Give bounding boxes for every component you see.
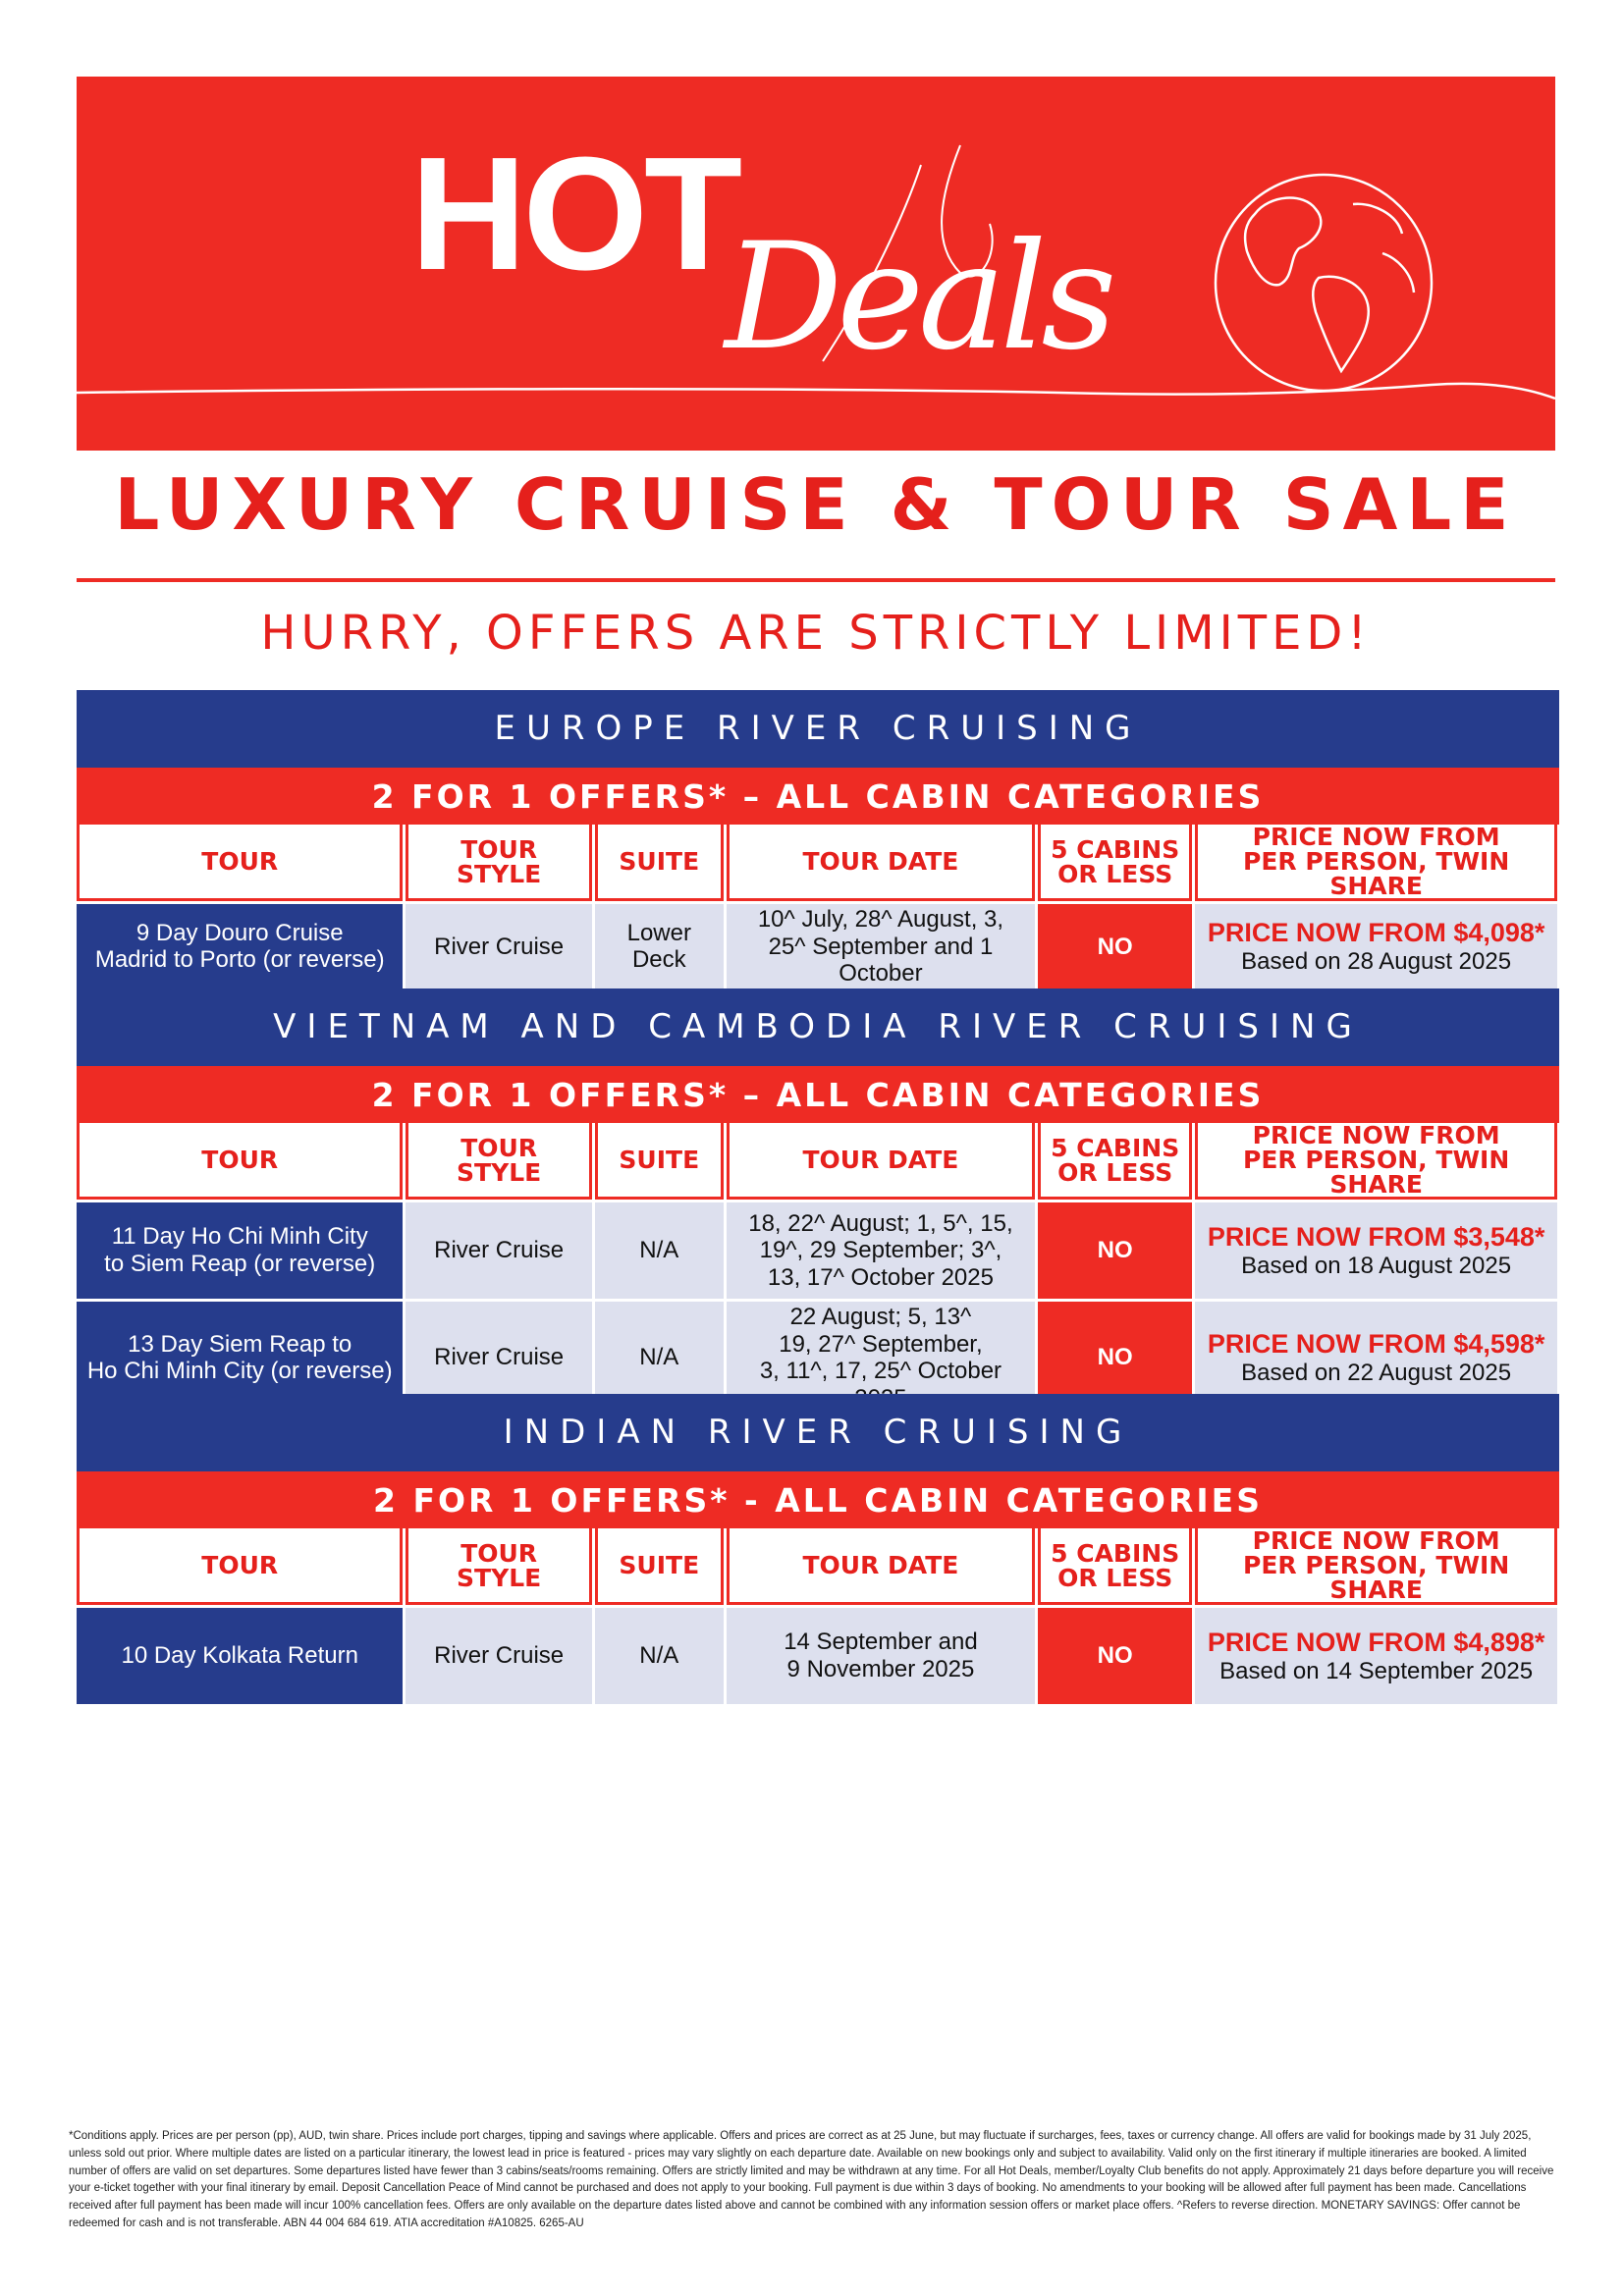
page-title: LUXURY CRUISE & TOUR SALE xyxy=(114,463,1518,546)
table-row xyxy=(77,1608,1557,1704)
page-subtitle: HURRY, OFFERS ARE STRICTLY LIMITED! xyxy=(260,606,1372,661)
offer-heading: 2 FOR 1 OFFERS* – ALL CABIN CATEGORIES xyxy=(77,1066,1559,1123)
column-header-cabins: 5 CABINS OR LESS xyxy=(1038,825,1192,901)
column-header-price: PRICE NOW FROM PER PERSON, TWIN SHARE xyxy=(1195,825,1557,901)
hot-deals-banner xyxy=(77,77,1555,451)
globe-line-icon xyxy=(77,77,1555,451)
suite-cell: Lower Deck xyxy=(595,904,724,989)
tour-date-cell: 18, 22^ August; 1, 5^, 15, 19^, 29 September; 3^, 13, 17^ October 2025 xyxy=(727,1202,1035,1299)
deals-table xyxy=(74,1120,1560,1416)
suite-cell: N/A xyxy=(595,1302,724,1414)
deals-table xyxy=(74,822,1560,992)
column-header-price: PRICE NOW FROM PER PERSON, TWIN SHARE xyxy=(1195,1528,1557,1605)
column-header-tour-date: TOUR DATE xyxy=(727,1528,1035,1605)
price-cell: PRICE NOW FROM $4,098* Based on 28 August 2025 xyxy=(1195,904,1557,989)
column-header-tour: TOUR xyxy=(77,1528,403,1605)
table-header-row xyxy=(77,1123,1557,1200)
section-indian xyxy=(77,1394,1559,1707)
tour-date-cell: 14 September and 9 November 2025 xyxy=(727,1608,1035,1704)
column-header-cabins: 5 CABINS OR LESS xyxy=(1038,1528,1192,1605)
cabins-cell: NO xyxy=(1038,904,1192,989)
table-row xyxy=(77,1202,1557,1299)
deals-table xyxy=(74,1525,1560,1707)
column-header-price: PRICE NOW FROM PER PERSON, TWIN SHARE xyxy=(1195,1123,1557,1200)
cabins-cell: NO xyxy=(1038,1302,1192,1414)
tour-date-cell: 10^ July, 28^ August, 3, 25^ September and 1 October xyxy=(727,904,1035,989)
tour-style-cell: River Cruise xyxy=(406,904,591,989)
column-header-tour-style: TOUR STYLE xyxy=(406,1528,591,1605)
tour-style-cell: River Cruise xyxy=(406,1202,591,1299)
section-europe xyxy=(77,690,1559,992)
cabins-cell: NO xyxy=(1038,1202,1192,1299)
tour-cell: 10 Day Kolkata Return xyxy=(77,1608,403,1704)
price-cell: PRICE NOW FROM $4,598* Based on 22 August 2025 xyxy=(1195,1302,1557,1414)
section-heading: INDIAN RIVER CRUISING xyxy=(77,1394,1559,1471)
offer-heading: 2 FOR 1 OFFERS* - ALL CABIN CATEGORIES xyxy=(77,1471,1559,1528)
column-header-suite: SUITE xyxy=(595,825,724,901)
offer-heading: 2 FOR 1 OFFERS* – ALL CABIN CATEGORIES xyxy=(77,768,1559,825)
terms-and-conditions: *Conditions apply. Prices are per person (pp), AUD, twin share. Prices include port charges, tipping and savings where applicable. Offers and prices are correct as at 25 June, but may fluctuate if surcharges, fees, taxes or currency change. All offers are valid for bookings made by 31 July 2025, unless sold out prior. Where multiple dates are listed on a particular itinerary, the lowest lead in price is featured - prices may vary slightly on each departure date. Available on new bookings only and subject to availability. Valid only on the first itinerary if multiple itineraries are booked. A limited number of offers are valid on set departures. Some departures listed have fewer than 3 cabins/seats/rooms remaining. Offers are strictly limited and may be withdrawn at any time. For all Hot Deals, member/Loyalty Club benefits do not apply. Approximately 21 days before departure you will receive your e-ticket together with your final itinerary by email. Deposit Cancellation Peace of Mind cannot be purchased and does not apply to your booking. Full payment is due within 3 days of booking. No amendments to your booking will be allowed after full payment has been made. Cancellations received after full payment has been made will incur 100% cancellation fees. Offers are only available on the departure dates listed above and cannot be combined with any information session offers or market place offers. ^Refers to reverse direction. MONETARY SAVINGS: Offer cannot be redeemed for cash and is not transferable. ABN 44 004 684 619. ATIA accreditation #A10825. 6265-AU xyxy=(69,2130,1554,2230)
divider xyxy=(77,578,1555,582)
cabins-cell: NO xyxy=(1038,1608,1192,1704)
column-header-cabins: 5 CABINS OR LESS xyxy=(1038,1123,1192,1200)
table-header-row xyxy=(77,1528,1557,1605)
section-heading: VIETNAM AND CAMBODIA RIVER CRUISING xyxy=(77,988,1559,1066)
column-header-tour-date: TOUR DATE xyxy=(727,825,1035,901)
tour-cell: 9 Day Douro Cruise Madrid to Porto (or reverse) xyxy=(77,904,403,989)
column-header-suite: SUITE xyxy=(595,1528,724,1605)
tour-date-cell: 22 August; 5, 13^ 19, 27^ September, 3, 11^, 17, 25^ October xyxy=(727,1302,1035,1414)
column-header-tour-date: TOUR DATE xyxy=(727,1123,1035,1200)
tour-cell: 11 Day Ho Chi Minh City to Siem Reap (or reverse) xyxy=(77,1202,403,1299)
tour-cell: 13 Day Siem Reap to Ho Chi Minh City (or reverse) xyxy=(77,1302,403,1414)
table-row xyxy=(77,904,1557,989)
table-header-row xyxy=(77,825,1557,901)
section-vietnam-cambodia xyxy=(77,988,1559,1416)
column-header-tour: TOUR xyxy=(77,825,403,901)
column-header-suite: SUITE xyxy=(595,1123,724,1200)
column-header-tour-style: TOUR STYLE xyxy=(406,1123,591,1200)
column-header-tour-style: TOUR STYLE xyxy=(406,825,591,901)
banner-hot-text: HOT xyxy=(410,124,739,303)
tour-style-cell: River Cruise xyxy=(406,1608,591,1704)
banner-deals-script: Deals xyxy=(725,212,1111,383)
column-header-tour: TOUR xyxy=(77,1123,403,1200)
price-cell: PRICE NOW FROM $4,898* Based on 14 September 2025 xyxy=(1195,1608,1557,1704)
suite-cell: N/A xyxy=(595,1608,724,1704)
suite-cell: N/A xyxy=(595,1202,724,1299)
price-cell: PRICE NOW FROM $3,548* Based on 18 August 2025 xyxy=(1195,1202,1557,1299)
tour-style-cell: River Cruise xyxy=(406,1302,591,1414)
section-heading: EUROPE RIVER CRUISING xyxy=(77,690,1559,768)
